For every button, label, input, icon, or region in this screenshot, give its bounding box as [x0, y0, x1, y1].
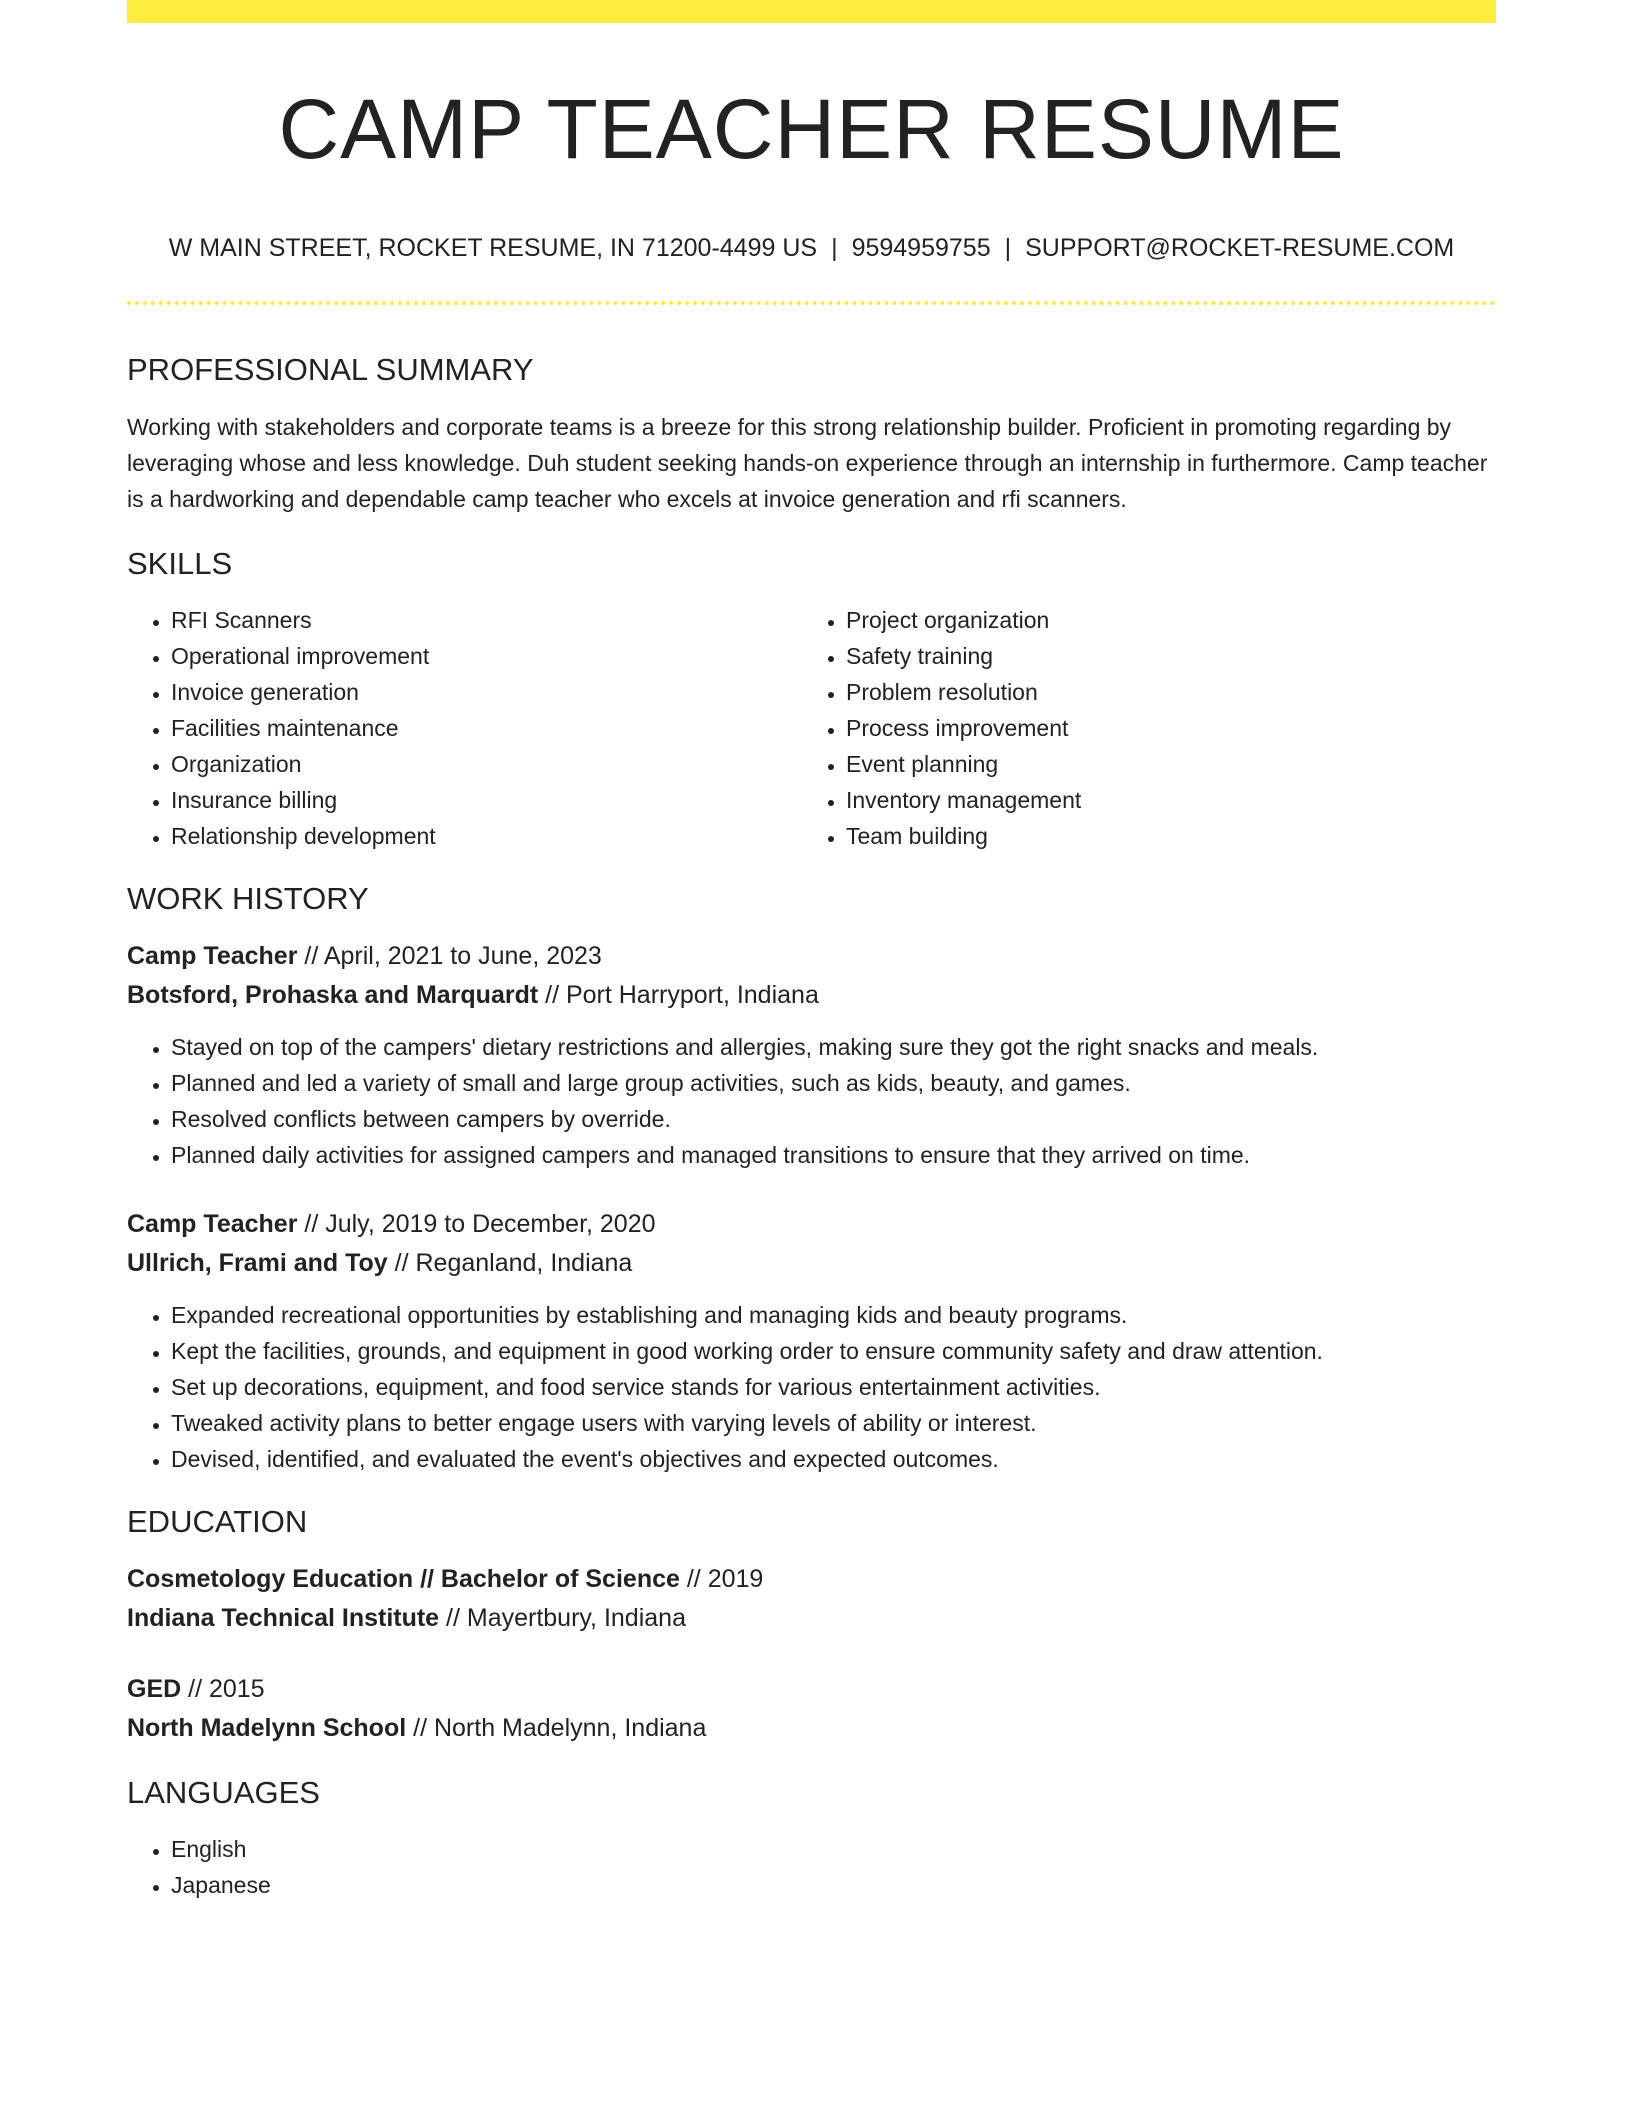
language-item: • English: [171, 1831, 1496, 1867]
job-bullet: • Stayed on top of the campers' dietary restrictions and allergies, making sure they got the right snacks and meals.: [171, 1029, 1496, 1065]
skills-heading: SKILLS: [127, 545, 233, 581]
contact-separator: |: [1004, 234, 1012, 263]
resume-title: CAMP TEACHER RESUME: [278, 82, 1345, 176]
languages-heading: LANGUAGES: [127, 1775, 320, 1811]
contact-line: [127, 233, 1496, 263]
skills-column-right: [802, 602, 1477, 854]
education-school-line: [127, 1709, 1496, 1748]
job-location: // Port Harryport, Indiana: [538, 980, 819, 1009]
job-dates: // April, 2021 to June, 2023: [297, 941, 602, 970]
job-bullets: [127, 1029, 1496, 1173]
job-role: Camp Teacher: [127, 1209, 298, 1238]
skills-column-left: [127, 602, 802, 854]
education-location: // Mayertbury, Indiana: [439, 1604, 686, 1633]
dotted-divider: [127, 301, 1496, 305]
education-degree-line: [127, 1670, 1496, 1709]
job-title-line: [127, 937, 1496, 976]
job-title-line: [127, 1205, 1496, 1244]
job-dates: // July, 2019 to December, 2020: [297, 1209, 656, 1238]
job-company: Ullrich, Frami and Toy: [127, 1248, 388, 1277]
accent-bar: [127, 0, 1496, 23]
skill-item: • Project organization: [846, 602, 1477, 638]
education-year: // 2019: [679, 1565, 764, 1594]
skill-item: • Organization: [171, 746, 802, 782]
job-entry: [127, 1205, 1496, 1477]
education-school: Indiana Technical Institute: [127, 1604, 440, 1633]
job-bullet: • Planned and led a variety of small and large group activities, such as kids, beauty, and games.: [171, 1065, 1496, 1101]
job-bullet: • Expanded recreational opportunities by establishing and managing kids and beauty programs.: [171, 1297, 1496, 1333]
skill-item: • Invoice generation: [171, 674, 802, 710]
job-company: Botsford, Prohaska and Marquardt: [127, 980, 539, 1009]
job-bullet: • Planned daily activities for assigned campers and managed transitions to ensure that they arrived on time.: [171, 1137, 1496, 1173]
education-location: // North Madelynn, Indiana: [406, 1714, 707, 1743]
contact-email: SUPPORT@ROCKET-RESUME.COM: [1025, 234, 1455, 263]
summary-heading: PROFESSIONAL SUMMARY: [127, 352, 534, 388]
skill-item: • Facilities maintenance: [171, 710, 802, 746]
skill-item: • Process improvement: [846, 710, 1477, 746]
skills-grid: [127, 602, 1496, 854]
skill-item: • Inventory management: [846, 782, 1477, 818]
job-company-line: [127, 1244, 1496, 1283]
languages-list: [127, 1831, 1496, 1903]
contact-separator: |: [831, 234, 838, 263]
skill-item: • RFI Scanners: [171, 602, 802, 638]
job-bullets: [127, 1297, 1496, 1477]
job-entry: [127, 937, 1496, 1173]
education-entry: [127, 1670, 1496, 1748]
skill-item: • Relationship development: [171, 818, 802, 854]
job-location: // Reganland, Indiana: [387, 1248, 633, 1277]
job-role: Camp Teacher: [127, 941, 298, 970]
skill-item: • Operational improvement: [171, 638, 802, 674]
education-degree-line: [127, 1560, 1496, 1599]
job-bullet: • Kept the facilities, grounds, and equipment in good working order to ensure community safety and draw attention.: [171, 1333, 1496, 1369]
job-bullet: • Tweaked activity plans to better engage users with varying levels of ability or interest.: [171, 1405, 1496, 1441]
skill-item: • Event planning: [846, 746, 1477, 782]
education-entry: [127, 1560, 1496, 1638]
skill-item: • Insurance billing: [171, 782, 802, 818]
contact-address: W MAIN STREET, ROCKET RESUME, IN 71200-4499 US: [168, 234, 818, 263]
education-degree: GED: [127, 1675, 182, 1704]
skill-item: • Problem resolution: [846, 674, 1477, 710]
education-school: North Madelynn School: [127, 1714, 407, 1743]
education-heading: EDUCATION: [127, 1503, 308, 1539]
resume-page: [127, 0, 1496, 1903]
skill-item: • Team building: [846, 818, 1477, 854]
summary-text: Working with stakeholders and corporate teams is a breeze for this strong relationship builder. Proficient in promoting regarding by leveraging whose and less knowledge. Duh student seeking hands-on experience through an internship in furthermore. Camp teacher is a hardworking and dependable camp teacher who excels at invoice generation and rfi scanners.: [127, 413, 1488, 512]
education-degree: Cosmetology Education // Bachelor of Science: [127, 1565, 680, 1594]
job-bullet: • Set up decorations, equipment, and food service stands for various entertainment activities.: [171, 1369, 1496, 1405]
education-school-line: [127, 1599, 1496, 1638]
job-bullet: • Resolved conflicts between campers by override.: [171, 1101, 1496, 1137]
work-history-heading: WORK HISTORY: [127, 880, 369, 916]
language-item: • Japanese: [171, 1867, 1496, 1903]
job-company-line: [127, 976, 1496, 1015]
job-bullet: • Devised, identified, and evaluated the event's objectives and expected outcomes.: [171, 1441, 1496, 1477]
contact-phone: 9594959755: [851, 234, 991, 263]
education-year: // 2015: [181, 1675, 265, 1704]
skill-item: • Safety training: [846, 638, 1477, 674]
